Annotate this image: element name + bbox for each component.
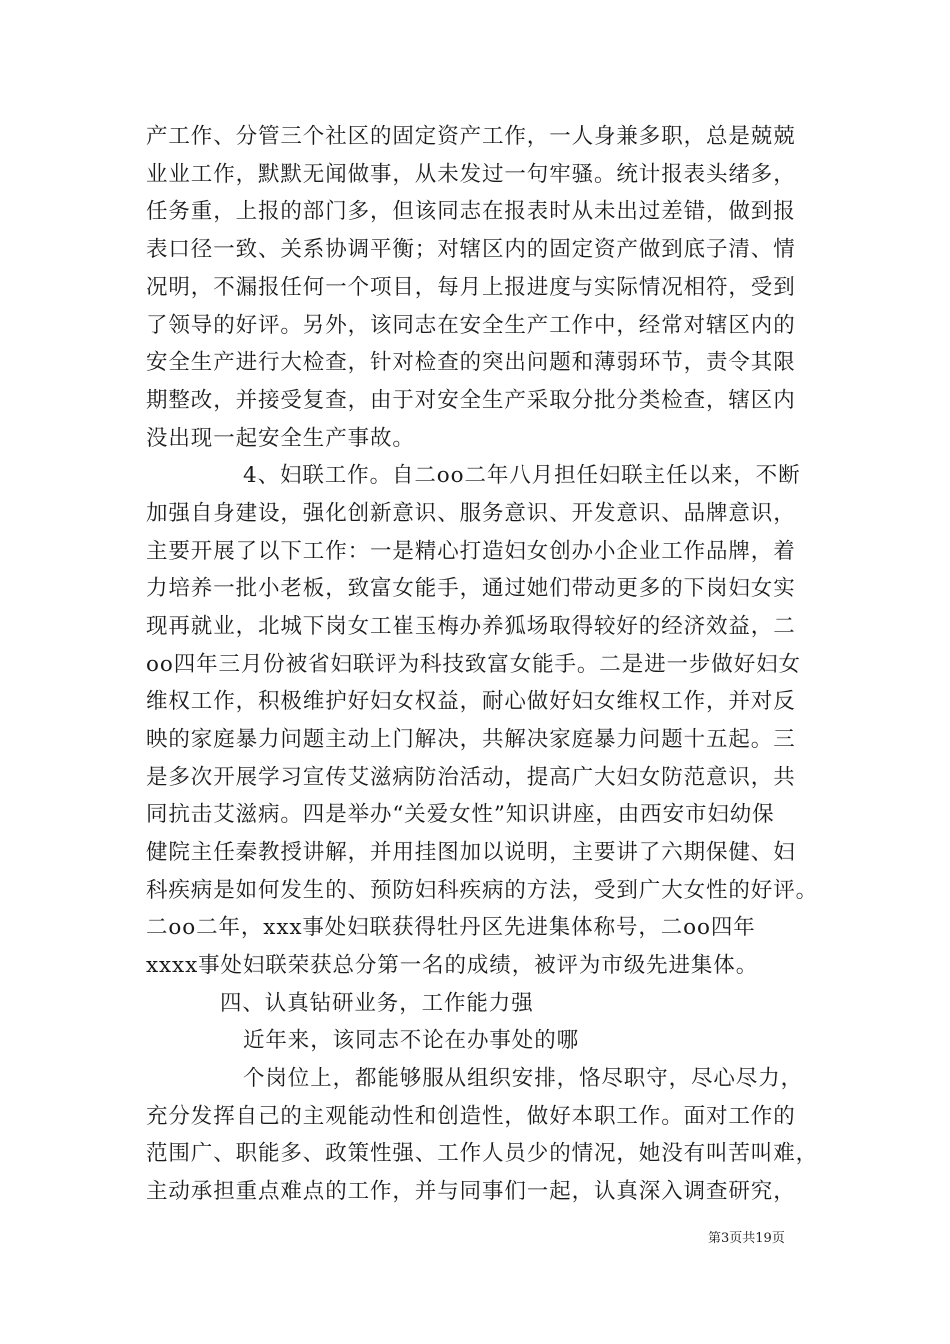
paragraph-line: 二oo二年，xxx事处妇联获得牡丹区先进集体称号，二oo四年 (146, 915, 756, 940)
paragraph-line: 科疾病是如何发生的、预防妇科疾病的方法，受到广大女性的好评。 (146, 878, 819, 903)
paragraph-line: 任务重，上报的部门多，但该同志在报表时从未出过差错，做到报 (146, 199, 796, 224)
paragraph-line: 主动承担重点难点的工作，并与同事们一起，认真深入调查研究， (146, 1179, 796, 1204)
paragraph-line: oo四年三月份被省妇联评为科技致富女能手。二是进一步做好妇女 (146, 652, 801, 677)
paragraph-line: 期整改，并接受复查，由于对安全生产采取分批分类检查，辖区内 (146, 388, 796, 413)
paragraph-line: 健院主任秦教授讲解，并用挂图加以说明，主要讲了六期保健、妇 (146, 840, 796, 865)
paragraph-line: 了领导的好评。另外，该同志在安全生产工作中，经常对辖区内的 (146, 313, 796, 338)
paragraph-line: 个岗位上，都能够服从组织安排，恪尽职守，尽心尽力， (243, 1066, 804, 1091)
paragraph-line: 产工作、分管三个社区的固定资产工作，一人身兼多职，总是兢兢 (146, 124, 796, 149)
paragraph-line: 力培养一批小老板，致富女能手，通过她们带动更多的下岗妇女实 (146, 576, 796, 601)
paragraph-line: 充分发挥自己的主观能动性和创造性，做好本职工作。面对工作的 (146, 1104, 796, 1129)
paragraph-line: 表口径一致、关系协调平衡；对辖区内的固定资产做到底子清、情 (146, 237, 796, 262)
paragraph-line: 安全生产进行大检查，针对检查的突出问题和薄弱环节，责令其限 (146, 350, 796, 375)
page-number: 第3页共19页 (708, 1231, 785, 1246)
paragraph-line: 没出现一起安全生产事故。 (146, 426, 415, 451)
paragraph-line: 近年来，该同志不论在办事处的哪 (243, 1028, 580, 1053)
paragraph-line: 业业工作，默默无闻做事，从未发过一句牢骚。统计报表头绪多， (146, 162, 796, 187)
paragraph-line: 维权工作，积极维护好妇女权益，耐心做好妇女维权工作，并对反 (146, 689, 796, 714)
section-heading: 四、认真钻研业务，工作能力强 (220, 991, 534, 1016)
paragraph-line: 主要开展了以下工作：一是精心打造妇女创办小企业工作品牌，着 (146, 539, 796, 564)
paragraph-line: 范围广、职能多、政策性强、工作人员少的情况，她没有叫苦叫难， (146, 1141, 819, 1166)
paragraph-line: xxxx事处妇联荣获总分第一名的成绩，被评为市级先进集体。 (146, 953, 759, 978)
paragraph-line: 同抗击艾滋病。四是举办“关爱女性”知识讲座，由西安市妇幼保 (146, 802, 775, 827)
paragraph-line: 现再就业，北城下岗女工崔玉梅办养狐场取得较好的经济效益，二 (146, 614, 796, 639)
paragraph-line: 4、妇联工作。自二oo二年八月担任妇联主任以来，不断 (243, 463, 801, 488)
paragraph-line: 是多次开展学习宣传艾滋病防治活动，提高广大妇女防范意识，共 (146, 765, 796, 790)
paragraph-line: 况明，不漏报任何一个项目，每月上报进度与实际情况相符，受到 (146, 275, 796, 300)
paragraph-line: 加强自身建设，强化创新意识、服务意识、开发意识、品牌意识， (146, 501, 796, 526)
paragraph-line: 映的家庭暴力问题主动上门解决，共解决家庭暴力问题十五起。三 (146, 727, 796, 752)
